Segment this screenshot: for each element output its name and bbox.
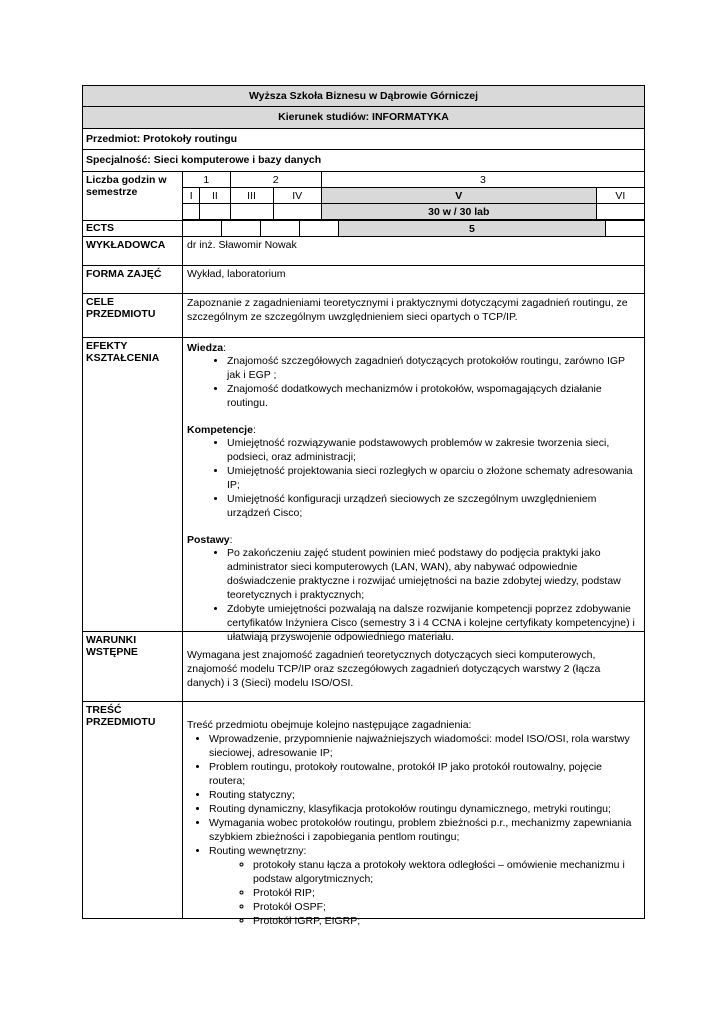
hours-cell-1 (183, 204, 200, 220)
content-body (183, 702, 644, 927)
ects-cell-6 (605, 221, 644, 237)
content-sublist (209, 858, 640, 928)
list-item: • Umiejętność konfiguracji urządzeń sieciowych ze szczególnym uwzględnieniem urządzeń Cisco; (227, 492, 640, 520)
lecturer-row (83, 237, 644, 266)
sublist-item: ◦ Protokół OSPF; (253, 900, 640, 914)
list-item: • Problem routingu, protokoły routowalne, protokół IP jako protokół routowalny, pojęcie routera; (209, 760, 640, 788)
list-item: • Routing statyczny; (209, 788, 640, 802)
effects-content (183, 338, 644, 643)
list-item: • Znajomość szczegółowych zagadnień dotyczących protokołów routingu, zarówno IGP jak i EGP ; (227, 354, 640, 382)
hours-section (83, 172, 644, 221)
content-row (83, 702, 644, 927)
prereq-value: Wymagana jest znajomość zagadnień teoretycznych dotyczących sieci komputerowych, znajomość modelu TCP/IP oraz szczegółowych zagadnień dotyczących warstwy 2 (łącza danych) i 3 (Sieci) modelu ISO/OSI. (187, 649, 601, 689)
list-item: • Wymagania wobec protokołów routingu, problem zbieżności p.r., mechanizmy zapewniania szybkiem zbieżności i zapobiegania pentlom routingu; (209, 816, 640, 844)
list-item: • Umiejętność rozwiązywanie podstawowych problemów w zakresie tworzenia sieci, podsieci, oraz administracji; (227, 436, 640, 464)
ects-cell-3 (261, 221, 300, 237)
hours-cell-2 (200, 204, 230, 220)
attitudes-list (187, 546, 640, 644)
hours-cell-6 (596, 204, 644, 220)
list-item: • Wprowadzenie, przypomnienie najważniejszych wiadomości: model ISO/OSI, rola warstwy sieciowej, adresowanie IP; (209, 732, 640, 760)
lecturer-value: dr inż. Sławomir Nowak (187, 239, 297, 251)
knowledge-heading: Wiedza: (187, 342, 227, 354)
hours-label: Liczba godzin w semestrze (83, 172, 183, 220)
goals-value: Zapoznanie z zagadnieniami teoretycznymi i praktycznymi dotyczącymi zagadnień routingu, ze szczególnym ze szczególnym uwzględnieniem sieci opartych o TCP/IP. (187, 297, 628, 323)
semester-4: IV (273, 188, 321, 204)
school-name: Wyższa Szkoła Biznesu w Dąbrowie Górniczej (83, 86, 644, 107)
semester-2: II (200, 188, 230, 204)
list-item: • Routing dynamiczny, klasyfikacja protokołów routingu dynamicznego, metryki routingu; (209, 802, 640, 816)
year-3: 3 (321, 172, 644, 188)
hours-grid (183, 172, 644, 220)
content-intro: Treść przedmiotu obejmuje kolejno następujące zagadnienia: (187, 719, 472, 731)
subject-name: Przedmiot: Protokoły routingu (83, 129, 644, 150)
sublist-item: ◦ protokoły stanu łącza a protokoły wektora odległości – omówienie mechanizmu i podstaw algorytmicznych; (253, 858, 640, 886)
content-label: TREŚĆ PRZEDMIOTU (83, 702, 183, 918)
year-2: 2 (230, 172, 321, 188)
list-item: • Zdobyte umiejętności pozwalają na dalsze rozwijanie kompetencji poprzez zdobywanie certyfikatów Inżyniera Cisco (semestry 3 i 4 CCNA i kolejne certyfikaty kompetencyjne) i ułatwiają przyswojenie odpowiedniego materiału. (227, 602, 640, 644)
semester-6: VI (596, 188, 644, 204)
semester-1: I (183, 188, 200, 204)
ects-label: ECTS (83, 221, 183, 236)
attitudes-heading: Postawy: (187, 534, 233, 546)
specialty-name: Specjalność: Sieci komputerowe i bazy danych (83, 150, 644, 172)
competence-list (187, 436, 640, 520)
semester-5: V (321, 188, 596, 204)
knowledge-list (187, 354, 640, 410)
sublist-item: ◦ Protokół IGRP, EIGRP; (253, 914, 640, 928)
ects-cell-2 (222, 221, 261, 237)
list-item: • Routing wewnętrzny: ◦ protokoły stanu łącza a protokoły wektora odległości – omówienie mechanizmu i podstaw algorytmicznych; ◦ Protokół RIP; ◦ Protokół OSPF; ◦ Protokół IGRP, EIGRP; (209, 844, 640, 928)
syllabus-table (82, 85, 645, 927)
form-value: Wykład, laboratorium (187, 268, 286, 280)
field-of-study: Kierunek studiów: INFORMATYKA (83, 107, 644, 129)
list-item: • Po zakończeniu zajęć student powinien mieć podstawy do podjęcia praktyki jako administrator sieci komputerowych (LAN, WAN), aby nabywać odpowiednie doświadczenie praktyczne i rozwijać umiejętności na bazie zdobytej wiedzy, podstaw teoretycznych i praktycznych; (227, 546, 640, 602)
goals-row (83, 294, 644, 338)
goals-label: CELE PRZEDMIOTU (83, 294, 183, 337)
hours-cell-4 (273, 204, 321, 220)
list-item: • Umiejętność projektowania sieci rozległych w oparciu o złożone schematy adresowania IP; (227, 464, 640, 492)
ects-value: 5 (339, 221, 606, 237)
form-row (83, 266, 644, 294)
effects-label: EFEKTY KSZTAŁCENIA (83, 338, 183, 631)
form-label: FORMA ZAJĘĆ (83, 266, 183, 293)
hours-value: 30 w / 30 lab (321, 204, 596, 220)
prereq-label: WARUNKI WSTĘPNE (83, 632, 183, 701)
content-list (187, 732, 640, 928)
hours-cell-3 (230, 204, 273, 220)
competence-heading: Kompetencje: (187, 424, 256, 436)
semester-3: III (230, 188, 273, 204)
list-item: • Znajomość dodatkowych mechanizmów i protokołów, wspomagających działanie routingu. (227, 382, 640, 410)
ects-cell-4 (300, 221, 339, 237)
lecturer-label: WYKŁADOWCA (83, 237, 183, 265)
ects-cell-1 (183, 221, 222, 237)
year-1: 1 (183, 172, 231, 188)
ects-row (83, 221, 644, 237)
prereq-row (83, 632, 644, 702)
sublist-item: ◦ Protokół RIP; (253, 886, 640, 900)
effects-row (83, 338, 644, 643)
